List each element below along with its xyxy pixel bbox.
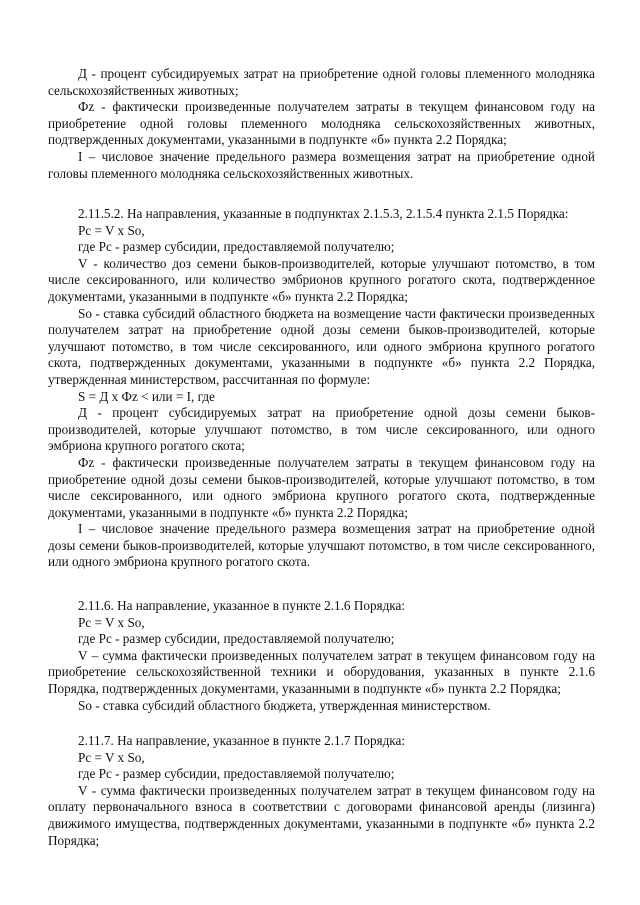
section-heading: 2.11.5.2. На направления, указанные в подпунктах 2.1.5.3, 2.1.5.4 пункта 2.1.5 Порядка: [78,206,569,221]
paragraph: I – числовое значение предельного размера возмещения затрат на приобретение одной дозы семени быков-производителей, которые улучшают потомство, в том числе сексированного, или одного эмбриона крупного рогатого скота. [48,521,595,570]
section-2-11-7 [48,733,595,849]
section-2-11-5-2 [48,206,595,571]
paragraph: Д - процент субсидируемых затрат на приобретение одной дозы семени быков-производителей, которые улучшают потомство, в том числе сексированного, или одного эмбриона крупного рогатого скота; [48,405,595,454]
paragraph: V - количество доз семени быков-производителей, которые улучшают потомство, в том числе сексированного, или количество эмбрионов крупного рогатого скота, подтвержденное документами, указанными в подпункте «б» пункта 2.2 Порядка; [48,255,595,304]
paragraph: I – числовое значение предельного размера возмещения затрат на приобретение одной головы племенного молодняка сельскохозяйственных животных. [48,148,595,181]
paragraph: Фz - фактически произведенные получателем затраты в текущем финансовом году на приобретение одной дозы семени быков-производителей, которые улучшают потомство, в том числе сексированного, или одного эмбриона крупного рогатого скота, подтвержденные документами, указанными в подпункте «б» пункта 2.2 Порядка; [48,454,595,520]
section-heading: 2.11.7. На направление, указанное в пункте 2.1.7 Порядка: [78,733,406,748]
block-breeding-young-definitions [48,66,595,182]
paragraph: где Pc - размер субсидии, предоставляемой получателю; [78,631,395,647]
paragraph: Фz - фактически произведенные получателем затраты в текущем финансовом году на приобретение одной головы племенного молодняка сельскохозяйственных животных, подтвержденных документами, указанными в подпункте «б» пункта 2.2 Порядка; [48,99,595,148]
section-heading: 2.11.6. На направление, указанное в пункте 2.1.6 Порядка: [78,598,406,613]
paragraph: So - ставка субсидий областного бюджета, утвержденная министерством. [78,697,491,713]
paragraph: Д - процент субсидируемых затрат на приобретение одной головы племенного молодняка сельскохозяйственных животных; [48,66,595,98]
section-2-11-6 [48,598,595,714]
formula: S = Д x Фz < или = I, где [78,388,215,404]
paragraph: где Pc - размер субсидии, предоставляемой получателю; [78,239,395,255]
formula: Pc = V x So, [78,222,145,238]
paragraph: V - сумма фактически произведенных получателем затрат в текущем финансовом году на оплату первоначального взноса в соответствии с договорами финансовой аренды (лизинга) движимого имущества, подтвержденных документами, указанными в подпункте «б» пункта 2.2 Порядка; [48,782,595,848]
paragraph: где Pc - размер субсидии, предоставляемой получателю; [78,766,395,782]
paragraph: V – сумма фактически произведенных получателем затрат в текущем финансовом году на приобретение сельскохозяйственной техники и оборудования, указанных в пункте 2.1.6 Порядка, подтвержденных документами, указанными в подпункте «б» пункта 2.2 Порядка; [48,647,595,696]
formula: Pc = V x So, [78,614,145,630]
paragraph: So - ставка субсидий областного бюджета на возмещение части фактически произведенных получателем затрат на приобретение одной дозы семени быков-производителей, которые улучшают потомство, в том числе сексированного, или одного эмбриона крупного рогатого скота, подтвержденных документами, указанными в подпункте «б» пункта 2.2 Порядка, утвержденная министерством, рассчитанная по формуле: [48,305,595,387]
formula: Pc = V x So, [78,749,145,765]
